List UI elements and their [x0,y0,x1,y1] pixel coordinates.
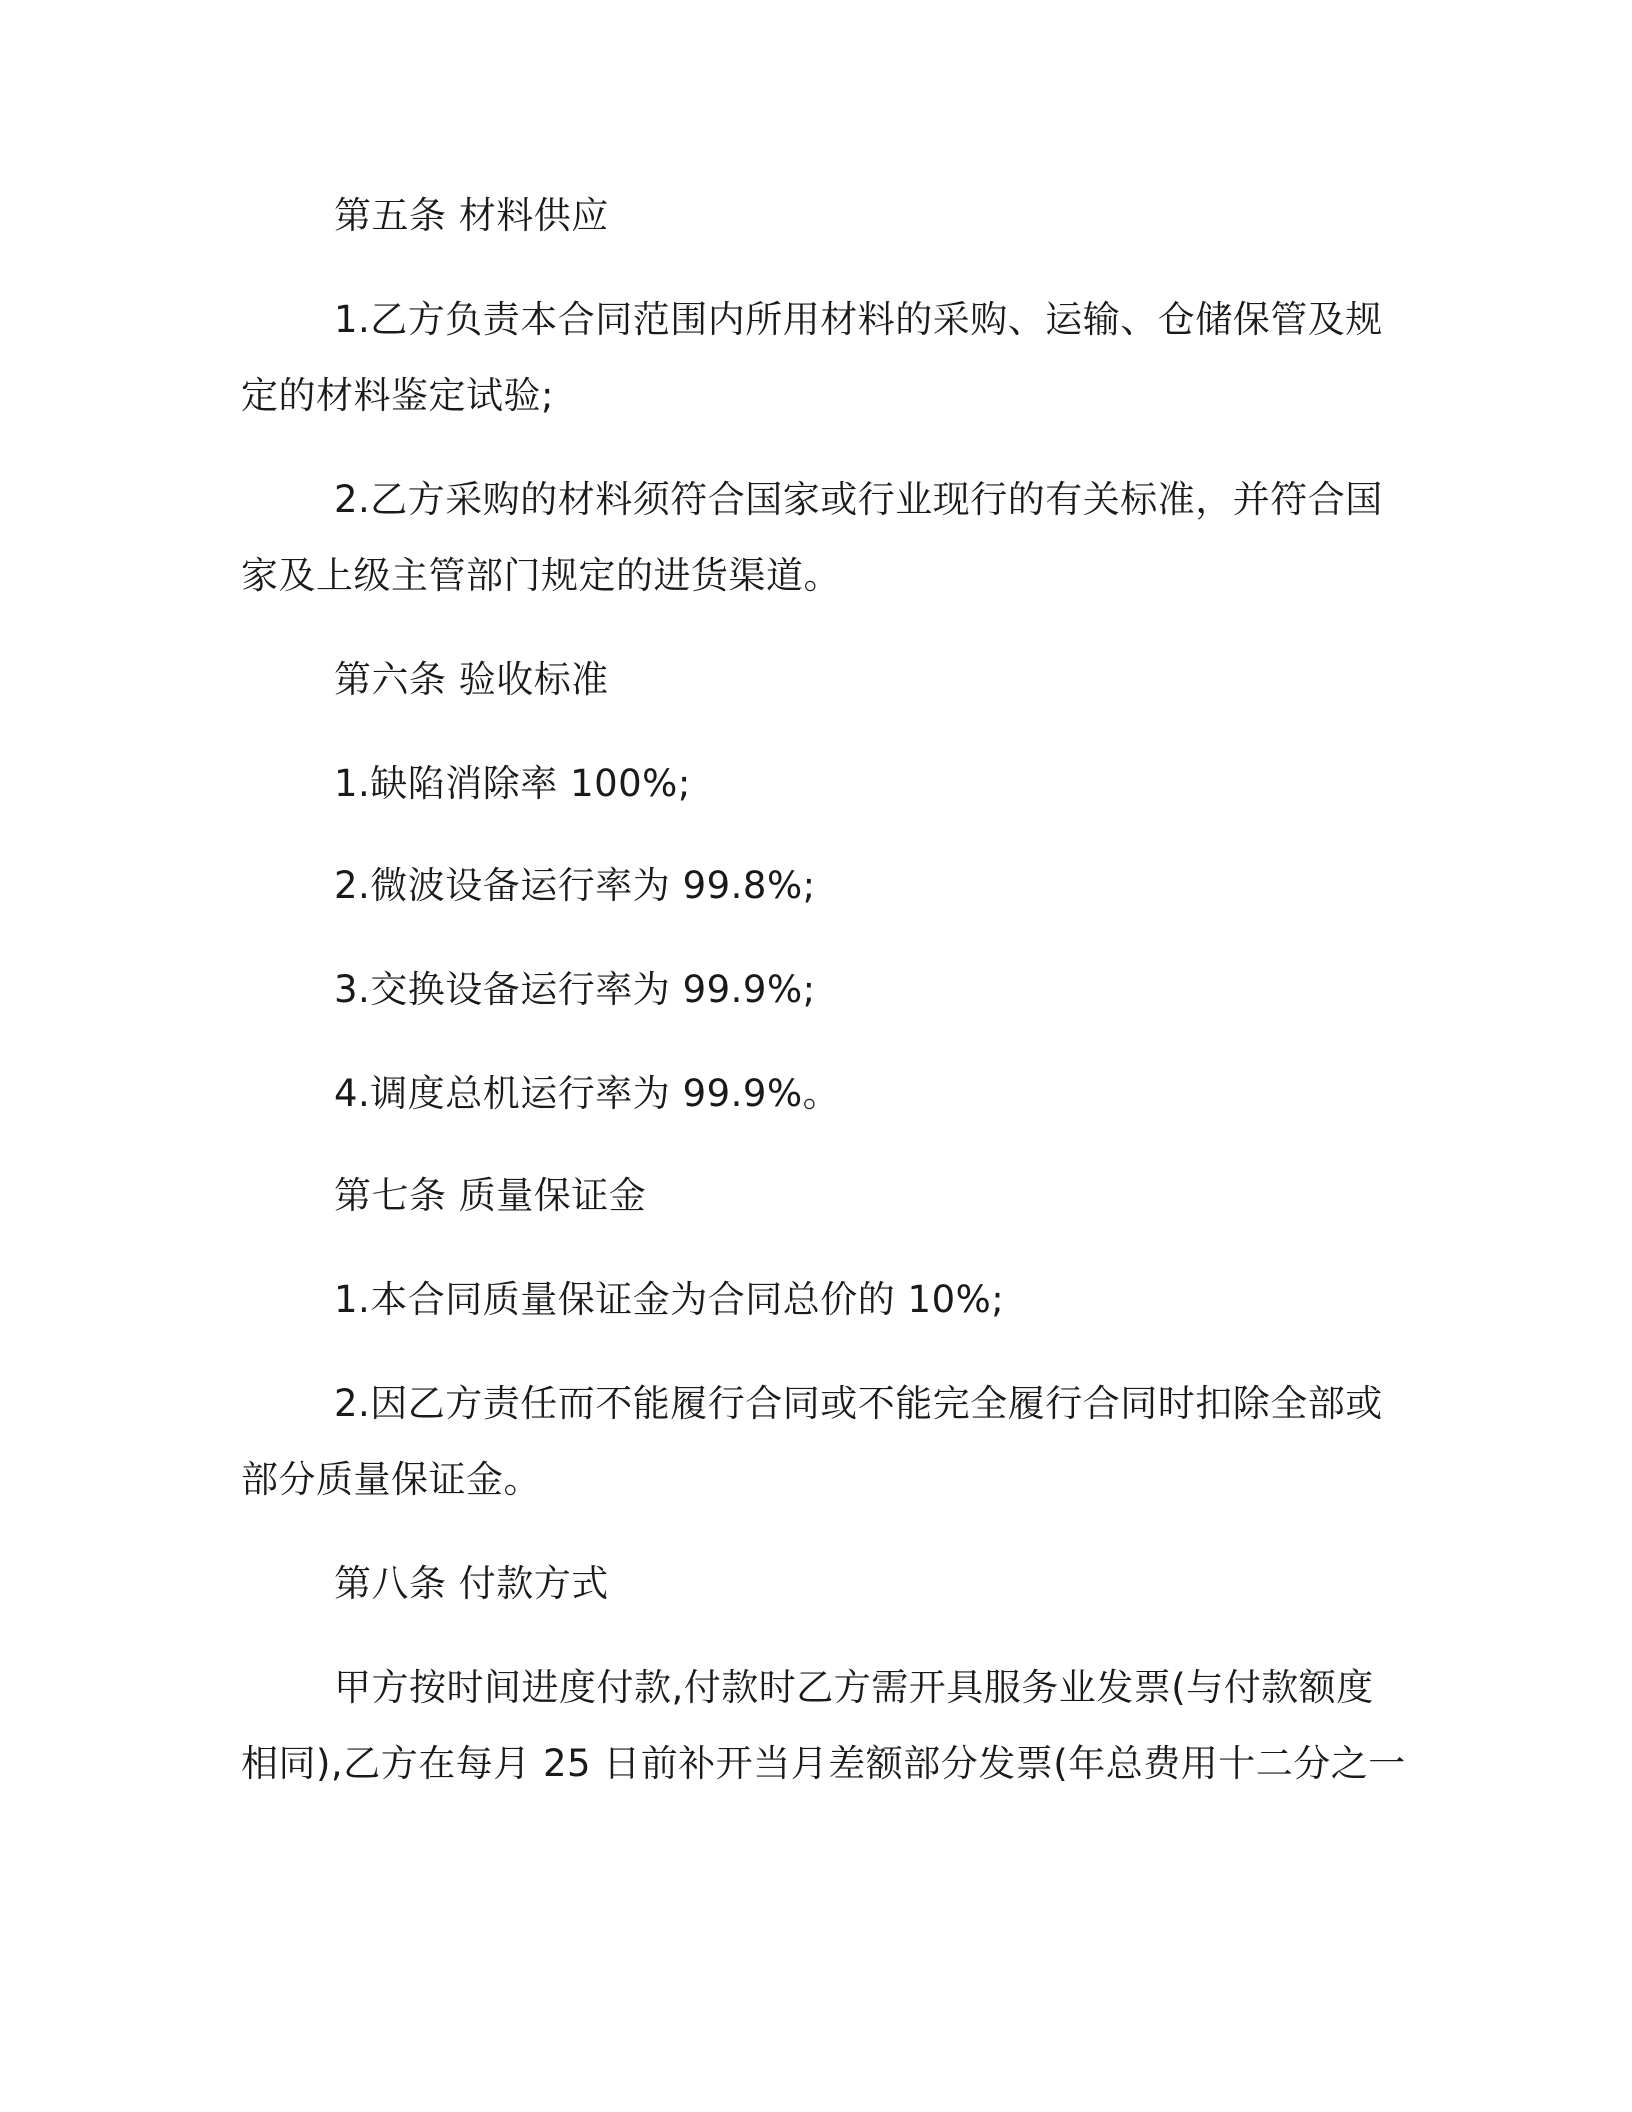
article-8-body-line-2: 相同),乙方在每月 25 日前补开当月差额部分发票(年总费用十二分之一 [241,1742,1406,1785]
article-5-heading: 第五条 材料供应 [334,194,609,237]
article-5-item-1-line-2: 定的材料鉴定试验; [241,374,554,417]
article-5-item-2-line-1: 2.乙方采购的材料须符合国家或行业现行的有关标准，并符合国 [334,478,1383,521]
article-7-item-1: 1.本合同质量保证金为合同总价的 10%; [334,1278,1005,1321]
article-5-item-2-line-2: 家及上级主管部门规定的进货渠道。 [241,554,841,597]
article-6-item-4: 4.调度总机运行率为 99.9%。 [334,1072,841,1115]
article-8-body-line-1: 甲方按时间进度付款,付款时乙方需开具服务业发票(与付款额度 [334,1666,1374,1709]
article-6-item-1: 1.缺陷消除率 100%; [334,762,691,805]
article-6-item-2: 2.微波设备运行率为 99.8%; [334,864,816,907]
article-6-heading: 第六条 验收标准 [334,658,609,701]
article-7-item-2-line-2: 部分质量保证金。 [241,1458,541,1501]
article-5-item-1-line-1: 1.乙方负责本合同范围内所用材料的采购、运输、仓储保管及规 [334,298,1383,341]
article-6-item-3: 3.交换设备运行率为 99.9%; [334,968,816,1011]
article-8-heading: 第八条 付款方式 [334,1562,609,1605]
article-7-item-2-line-1: 2.因乙方责任而不能履行合同或不能完全履行合同时扣除全部或 [334,1382,1383,1425]
article-7-heading: 第七条 质量保证金 [334,1174,647,1217]
